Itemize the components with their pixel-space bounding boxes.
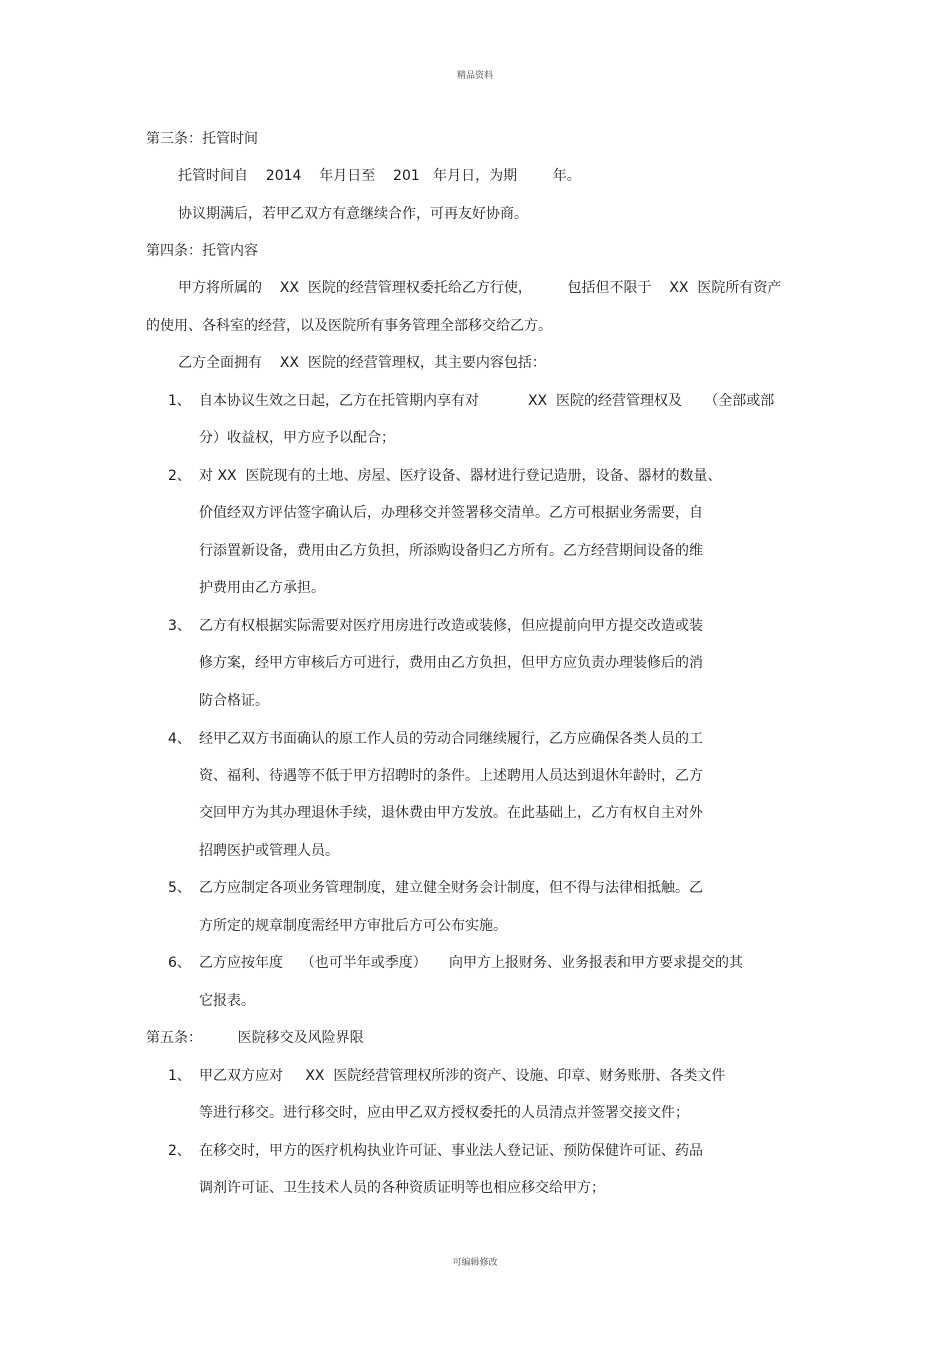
list-item-number: 1、 <box>168 1068 191 1084</box>
list-item-line: 在移交时，甲方的医疗机构执业许可证、事业法人登记证、预防保健许可证、药品 <box>199 1143 703 1159</box>
list-item-line: 乙方应制定各项业务管理制度，建立健全财务会计制度，但不得与法律相抵触。乙 <box>199 880 703 896</box>
list-item-line: 乙方应按年度 （也可半年或季度） 向甲方上报财务、业务报表和甲方要求提交的其 <box>199 955 744 971</box>
list-item-number: 4、 <box>168 731 191 747</box>
list-item-line: 防合格证。 <box>199 693 269 709</box>
list-item-line: 它报表。 <box>199 993 255 1009</box>
list-item-number: 5、 <box>168 880 191 896</box>
list-item-number: 2、 <box>168 468 191 484</box>
article-4-paragraph-1-line-2: 的使用、各科室的经营，以及医院所有事务管理全部移交给乙方。 <box>146 318 552 334</box>
list-item-line: 分）收益权，甲方应予以配合； <box>199 430 395 446</box>
article-4-paragraph-2: 乙方全面拥有 XX 医院的经营管理权，其主要内容包括： <box>178 355 546 371</box>
page-header-note: 精品资料 <box>456 71 493 81</box>
list-item-line: 修方案，经甲方审核后方可进行，费用由乙方负担，但甲方应负责办理装修后的消 <box>199 655 703 671</box>
list-item-line: 招聘医护或管理人员。 <box>199 843 339 859</box>
article-3-paragraph-1: 托管时间自 2014 年月日至 201 年月日，为期 年。 <box>178 168 581 184</box>
article-3-title: 第三条：托管时间 <box>146 131 258 147</box>
list-item-line: 乙方有权根据实际需要对医疗用房进行改造或装修，但应提前向甲方提交改造或装 <box>199 618 703 634</box>
list-item-number: 1、 <box>168 393 191 409</box>
list-item-number: 3、 <box>168 618 191 634</box>
list-item-line: 等进行移交。进行移交时，应由甲乙双方授权委托的人员清点并签署交接文件； <box>199 1105 689 1121</box>
list-item-line: 经甲乙双方书面确认的原工作人员的劳动合同继续履行，乙方应确保各类人员的工 <box>199 731 703 747</box>
list-item-line: 行添置新设备，费用由乙方负担，所添购设备归乙方所有。乙方经营期间设备的维 <box>199 543 703 559</box>
list-item-line: 护费用由乙方承担。 <box>199 580 325 596</box>
list-item-line: 交回甲方为其办理退休手续，退休费由甲方发放。在此基础上，乙方有权自主对外 <box>199 805 703 821</box>
list-item-line: 自本协议生效之日起，乙方在托管期内享有对 XX 医院的经营管理权及 （全部或部 <box>199 393 775 409</box>
list-item-line: 方所定的规章制度需经甲方审批后方可公布实施。 <box>199 918 507 934</box>
article-4-paragraph-1-line-1: 甲方将所属的 XX 医院的经营管理权委托给乙方行使， 包括但不限于 XX 医院所有资产 <box>178 280 782 296</box>
list-item-line: 甲乙双方应对 XX 医院经营管理权所涉的资产、设施、印章、财务账册、各类文件 <box>199 1068 726 1084</box>
article-3-paragraph-2: 协议期满后，若甲乙双方有意继续合作，可再友好协商。 <box>178 206 528 222</box>
page-footer-note: 可编辑修改 <box>452 1258 498 1268</box>
list-item-line: 对 XX 医院现有的土地、房屋、医疗设备、器材进行登记造册，设备、器材的数量、 <box>199 468 722 484</box>
article-4-title: 第四条：托管内容 <box>146 243 258 259</box>
list-item-number: 6、 <box>168 955 191 971</box>
list-item-line: 资、福利、待遇等不低于甲方招聘时的条件。上述聘用人员达到退休年龄时，乙方 <box>199 768 703 784</box>
list-item-line: 调剂许可证、卫生技术人员的各种资质证明等也相应移交给甲方； <box>199 1180 605 1196</box>
article-5-title: 第五条： 医院移交及风险界限 <box>146 1030 364 1046</box>
list-item-number: 2、 <box>168 1143 191 1159</box>
list-item-line: 价值经双方评估签字确认后，办理移交并签署移交清单。乙方可根据业务需要，自 <box>199 505 703 521</box>
